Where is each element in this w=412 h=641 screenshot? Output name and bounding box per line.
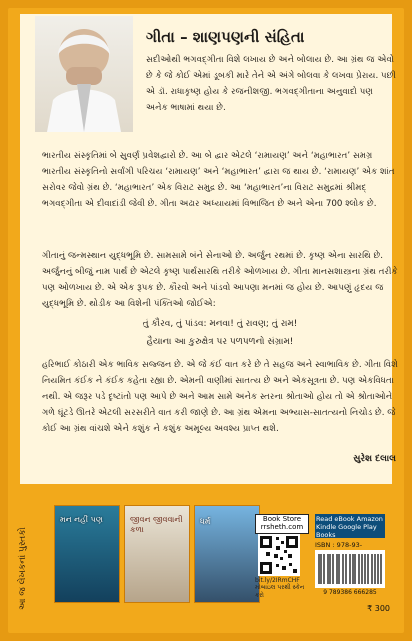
other-books-label: આ જ લેખકનાં પુસ્તકો — [18, 527, 28, 610]
book-cover-3 — [194, 505, 260, 603]
book-title: ગીતા – શાણપણની સંહિતા — [146, 28, 305, 46]
bookstore-logo: Book Store rrsheth.com — [255, 514, 309, 534]
isbn: ISBN : 978-93- — [315, 541, 363, 549]
book-title-2: જીવન જીવવાની કળા — [130, 515, 183, 534]
paragraph-3: ગીતાનું જન્મસ્થાન યુદ્ધભૂમિ છે. સામસામે બંને સેનાઓ છે. અર્જુન રથમાં છે. કૃષ્ણ એના સારથિ છે. અર્જુનનું બીજું નામ પાર્થ છે એટલે કૃષ્ણ પાર્થસારથિ તરીકે ઓળખાય છે. ગીતા માનસશાસ્ત્રના ગ્રંથ તરીકે પણ ઓળખાય છે. એ એક રૂપક છે. કૌરવો અને પાંડવો આપણા મનમાં જ હોય છે. આપણું હૃદય જ યુદ્ધભૂમિ છે. થોડીક આ વિશેની પંક્તિઓ જોઈએ: — [42, 251, 398, 309]
book-title-1: મન નહીં પણ — [60, 515, 103, 524]
price: ₹ 300 — [367, 604, 390, 613]
book-cover-2 — [124, 505, 190, 603]
book-title-3: ધર્મ — [200, 517, 211, 526]
quote-line-1: તું કૌરવ, તું પાંડવ: મનવા! તું રાવણ; તું રામ! — [142, 319, 298, 329]
paragraph-4: હરિભાઈ કોઠારી એક ભાવિક સજ્જન છે. એ જે કંઈ વાત કરે છે તે સહજ અને સ્વાભાવિક છે. ગીતા વિશે નિયમિત કંઈક ને કંઈક કહેતા રહ્યા છે. એમની વાણીમાં સાતત્ય છે અને એકસૂત્રતા છે. પણ એકવિધતા નથી. એ જરૂર પડે દૃષ્ટાંતો પણ આપે છે અને આમ સામે અનેક સ્તરના શ્રોતાઓ હોય તો એ શ્રોતાઓને ગળે ઘૂંટડે ઊતરે એટલી સરસરીતે વાત કરી જાણે છે. આ ગ્રંથ એમના અભ્યાસ-સાતત્યનો નિચોડ છે. જે કોઈ આ ગ્રંથ વાંચશે એને કશુંક ને કશુંક અમૂલ્ય અવશ્ય પ્રાપ્ત થશે. — [42, 360, 398, 434]
barcode — [315, 550, 385, 588]
barcode-number: 9 789386 666285 — [323, 589, 377, 596]
paragraph-2: ભારતીય સંસ્કૃતિમાં બે સુવર્ણ પ્રવેશદ્વારો છે. આ બે દ્વાર એટલે ‘રામાયણ’ અને ‘મહાભારત’ સમગ્ર ભારતીય સંસ્કૃતિનો સર્વાંગી પરિચય ‘રામાયણ’ અને ‘મહાભારત’ દ્વારા જ થાય છે. ‘રામાયણ’ એક શાંત સરોવર જેવો ગ્રંથ છે. ‘મહાભારત’ એક વિરાટ સમુદ્ર છે. આ ‘મહાભારત’ના વિરાટ સમુદ્રમાં શ્રીમદ્ ભગવદ્ગીતા એ દીવાદાંડી જેવી છે. ગીતા અઢાર અધ્યાયમાં વિભાજિત છે અને એના 700 શ્લોક છે. — [42, 151, 395, 209]
book-cover-1 — [54, 505, 120, 603]
quote-line-2: હૈયાના આ કુરુક્ષેત્ર પર પળપળનો સંગ્રામ! — [146, 337, 294, 347]
qr-code — [258, 534, 300, 576]
author-name: સુરેશ દલાલ — [353, 454, 396, 464]
author-photo — [35, 16, 133, 132]
ebook-badge: Read eBook Amazon Kindle Google Play Books — [315, 514, 385, 538]
paragraph-1: સદીઓથી ભગવદ્ગીતા વિશે લખાય છે અને બોલાય છે. આ ગ્રંથ જ એવો છે કે જે કોઈ એમાં ડૂબકી મારે તેને એ અંગે બોલવા કે લખવા પ્રેરાય. પછી એ ડૉ. રાધાકૃષ્ણ હોય કે રજનીશજી. ભગવદ્ગીતાના અનુવાદો પણ અનેક ભાષામાં થયા છે. — [146, 55, 396, 113]
qr-url: bit.ly/2IRmCHF મોબાઇલ પરથી સ્કેન કરો — [255, 577, 305, 599]
